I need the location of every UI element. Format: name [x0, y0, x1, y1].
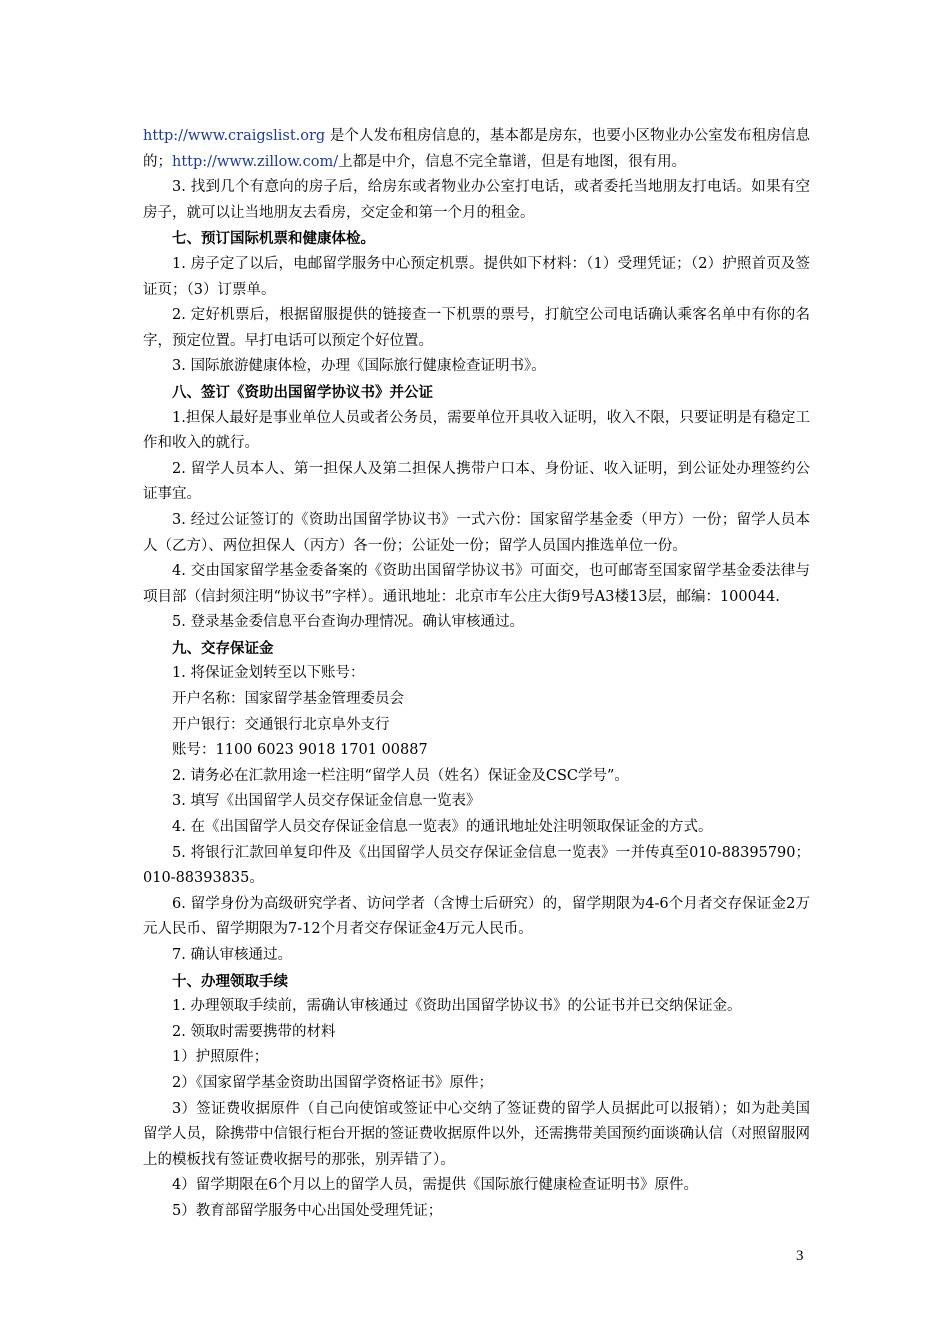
paragraph: 2. 请务必在汇款用途一栏注明“留学人员（姓名）保证金及CSC学号”。	[172, 767, 629, 784]
paragraph: 1.担保人最好是事业单位人员或者公务员，需要单位开具收入证明，收入不限，只要证明是有稳定工作和收入的就行。	[143, 409, 810, 452]
page-number: 3	[796, 1248, 804, 1264]
paragraph: 7. 确认审核通过。	[172, 947, 292, 963]
paragraph: 3. 经过公证签订的《资助出国留学协议书》一式六份：国家留学基金委（甲方）一份；留学人员本人（乙方）、两位担保人（丙方）各一份；公证处一份；留学人员国内推选单位一份。	[143, 511, 810, 554]
craigslist-link[interactable]: http://www.craigslist.org	[143, 128, 326, 144]
list-item: 1）护照原件；	[172, 1049, 269, 1066]
paragraph: 3. 找到几个有意向的房子后，给房东或者物业办公室打电话，或者委托当地朋友打电话。如果有空房子，就可以让当地朋友去看房，交定金和第一个月的租金。	[143, 179, 810, 221]
paragraph: 5. 登录基金委信息平台查询办理情况。确认审核通过。	[172, 614, 524, 631]
account-bank-line: 开户银行：交通银行北京阜外支行	[172, 716, 390, 733]
section-heading-10: 十、办理领取手续	[172, 972, 288, 990]
paragraph: 1. 房子定了以后，电邮留学服务中心预定机票。提供如下材料：（1）受理凭证；（2）护照首页及签证页；（3）订票单。	[143, 255, 810, 298]
paragraph: 4. 在《出国留学人员交存保证金信息一览表》的通讯地址处注明领取保证金的方式。	[172, 819, 713, 836]
account-number-line: 账号：1100 6023 9018 1701 00887	[172, 742, 428, 759]
paragraph-text: 上都是中介，信息不完全靠谱，但是有地图，很有用。	[338, 153, 687, 170]
paragraph: 3. 填写《出国留学人员交存保证金信息一览表》	[172, 793, 481, 810]
paragraph: 1. 将保证金划转至以下账号：	[172, 665, 365, 682]
paragraph: 2. 留学人员本人、第一担保人及第二担保人携带户口本、身份证、收入证明，到公证处办理签约公证事宜。	[143, 460, 810, 503]
section-heading-7: 七、预订国际机票和健康体检。	[172, 230, 375, 248]
paragraph: 4. 交由国家留学基金委备案的《资助出国留学协议书》可面交，也可邮寄至国家留学基金委法律与项目部（信封须注明“协议书”字样）。通讯地址：北京市车公庄大街9号A3楼13层，邮编：100044.	[143, 563, 810, 605]
list-item: 4）留学期限在6个月以上的留学人员，需提供《国际旅行健康检查证明书》原件。	[172, 1177, 698, 1194]
list-item: 5）教育部留学服务中心出国处受理凭证；	[172, 1202, 443, 1219]
section-heading-9: 九、交存保证金	[172, 639, 274, 657]
paragraph-rental-sites	[143, 124, 810, 175]
document-body	[143, 124, 810, 1225]
list-item: 3）签证费收据原件（自己向使馆或签证中心交纳了签证费的留学人员据此可以报销）；如为赴美国留学人员，除携带中信银行柜台开据的签证费收据原件以外，还需携带美国预约面谈确认信（对照留服网上的模板找有签证费收据号的那张，别弄错了）。	[143, 1100, 810, 1168]
account-name-line: 开户名称：国家留学基金管理委员会	[172, 691, 404, 708]
paragraph: 5. 将银行汇款回单复印件及《出国留学人员交存保证金信息一览表》一并传真至010-88395790；010-88393835。	[143, 844, 810, 887]
list-item: 2）《国家留学基金资助出国留学资格证书》原件；	[172, 1074, 493, 1091]
section-heading-8: 八、签订《资助出国留学协议书》并公证	[172, 383, 433, 401]
paragraph: 1. 办理领取手续前，需确认审核通过《资助出国留学协议书》的公证书并已交纳保证金。	[172, 998, 742, 1015]
paragraph-text: 是个人发布租房信息的，基本都是房东，也要小区物业办公室发布租房信息的；	[143, 128, 810, 170]
paragraph: 2. 定好机票后，根据留服提供的链接查一下机票的票号，打航空公司电话确认乘客名单中有你的名字，预定位置。早打电话可以预定个好位置。	[143, 307, 810, 349]
paragraph: 2. 领取时需要携带的材料	[172, 1023, 336, 1040]
zillow-link[interactable]: http://www.zillow.com/	[172, 153, 339, 170]
paragraph: 3. 国际旅游健康体检，办理《国际旅行健康检查证明书》。	[172, 358, 546, 375]
paragraph: 6. 留学身份为高级研究学者、访问学者（含博士后研究）的，留学期限为4-6个月者交存保证金2万元人民币、留学期限为7-12个月者交存保证金4万元人民币。	[143, 895, 810, 938]
